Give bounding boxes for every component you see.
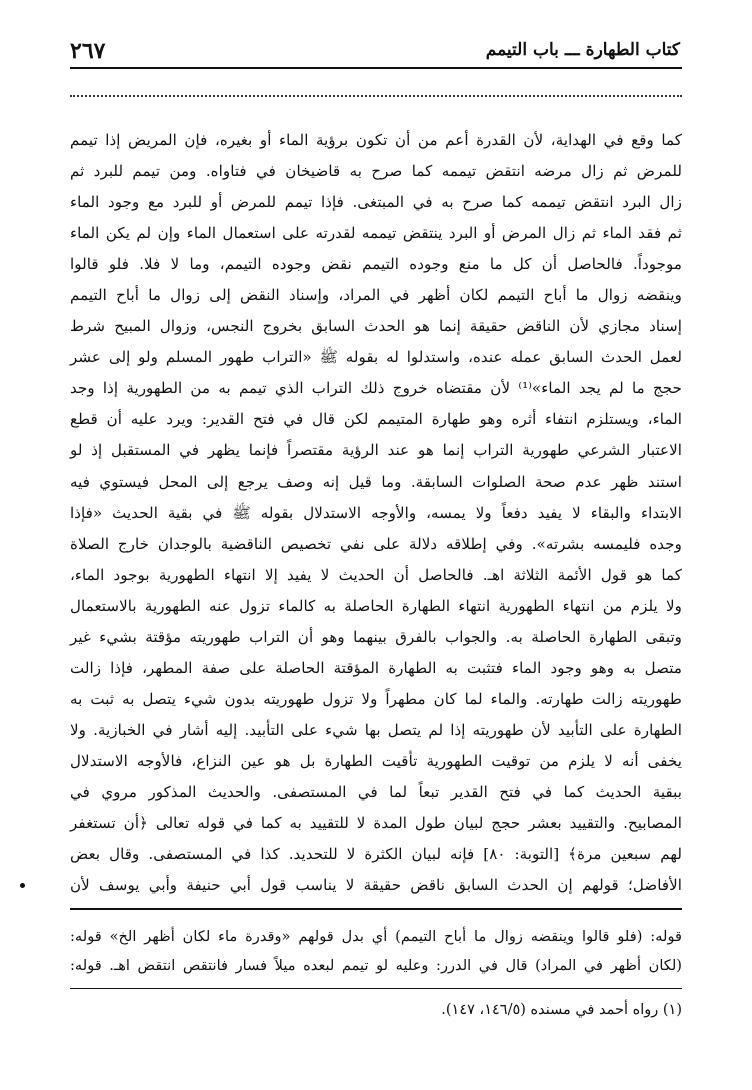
notes-rule [70, 908, 682, 910]
text-line: حجج ما لم يجد الماء»⁽¹⁾ لأن مقتضاه خروج ذلك التراب الذي تيمم به من الطهورية إذا وجد [70, 379, 682, 398]
running-title: كتاب الطهارة ـــ باب التيمم [485, 40, 680, 60]
footnote: (١) رواه أحمد في مسنده (١٤٦/٥، ١٤٧). [441, 1002, 682, 1018]
text-line: وجده فليمسه بشرته». وفي إطلاقه دلالة على نفي تخصيص الناقضية بالوجدان خارج الصلاة [70, 534, 682, 553]
main-text [70, 125, 682, 901]
text-line: لهم سبعين مرة﴾ [التوبة: ٨٠] فإنه لبيان الكثرة لا للتحديد. كذا في المستصفى. وقال بعض [70, 845, 682, 864]
text-line: استند ظهر عدم صحة الصلوات السابقة. وما قيل إنه وصف يرجع إلى المحل فيستوي فيه [70, 472, 682, 491]
marginal-gloss [70, 922, 682, 980]
text-line: كما وقع في الهداية، لأن القدرة أعم من أن تكون برؤية الماء أو بغيره، فإن المريض إذا تيمم [70, 131, 682, 149]
text-line: الماء، ويستلزم انتفاء أثره وهو طهارة المتيمم لكن قال في فتح القدير: ويرد عليه أن قطع [70, 410, 682, 429]
page-number: ٢٦٧ [70, 38, 106, 64]
page-header [70, 38, 680, 68]
text-line: الاعتبار الشرعي طهورية التراب إنما هو عند الرؤية مقتصراً فإنما يظهر في المستقبل إذ لو [70, 441, 682, 460]
text-line: المصابيح. والتقييد بعشر حجج لبيان طول المدة لا للتقييد به كما في قوله تعالى ﴿أن تستغفر [70, 814, 682, 833]
margin-dot [20, 883, 25, 888]
text-line: إسناد مجازي لأن الناقض حقيقة إنما هو الحدث السابق بخروج النجس، وزوال المبيح شرط [70, 317, 682, 336]
text-line: وتبقى الطهارة الحاصلة به. والجواب بالفرق بينهما وهو أن التراب طهوريته مؤقتة بشيء غير [70, 627, 682, 646]
footnote-rule [70, 988, 682, 989]
header-rule [70, 67, 682, 69]
text-line: متصل به وهو وجود الماء فتثبت به الطهارة المؤقتة الحاصلة على صفة المطهر، فإذا زالت [70, 658, 682, 677]
text-line: ثم فقد الماء ثم زال المرض أو البرد ينتقض تيممه لقدرته على استعمال الماء وإن لم يكن الماء [70, 224, 682, 243]
gloss-line: (لكان أظهر في المراد) قال في الدرر: وعليه لو تيمم لبعده ميلاً فسار فانتقص انتقض اهـ. قوله: [70, 957, 682, 974]
text-line: الأفاضل؛ قولهم إن الحدث السابق ناقض حقيقة لا يناسب قول أبي حنيفة وأبي يوسف لأن [70, 876, 682, 895]
dotted-separator [70, 95, 682, 97]
text-line: لعمل الحدث السابق عمله عنده، واستدلوا له بقوله ﷺ «التراب طهور المسلم ولو إلى عشر [70, 348, 682, 367]
text-line: وينقضه زوال ما أباح التيمم لكان أظهر في المراد، وإسناد النقض إلى زوال ما أباح التيمم [70, 286, 682, 305]
gloss-line: قوله: (فلو قالوا وينقضه زوال ما أباح التيمم) أي بدل قولهم «وقدرة ماء لكان أظهر الخ» قوله: [70, 928, 682, 945]
text-line: ببقية الحديث كما في فتح القدير تبعاً لما في المستصفى. والحديث المذكور مروي في [70, 782, 682, 801]
text-line: طهوريته زالت طهارته. والماء لما كان مطهراً ولا تزول طهوريته بدون شيء يتصل به ثبت به [70, 689, 682, 708]
text-line: للمرض ثم زال مرضه انتقض تيممه كما صرح به قاضيخان في فتاواه. ومن تيمم للبرد ثم [70, 162, 682, 181]
text-line: ولا يلزم من انتهاء الطهورية انتهاء الطهارة الحاصلة به كالماء تزول عنه الطهورية بالاستعمال [70, 596, 682, 615]
text-line: موجوداً. فالحاصل أن كل ما منع وجوده التيمم نقض وجوده التيمم، وما لا فلا. فلو قالوا [70, 255, 682, 274]
text-line: كما هو قول الأئمة الثلاثة اهـ. فالحاصل أن الحديث لا يفيد إلا انتهاء الطهورية بوجود الماء، [70, 565, 682, 584]
text-line: يخفى أنه لا يلزم من توقيت الطهورية تأقيت الطهارة بل هو عين النزاع، فالأوجه الاستدلال [70, 751, 682, 770]
text-line: الابتداء والبقاء لا يفيد دفعاً ولا يمسه، والأوجه الاستدلال بقوله ﷺ في بقية الحديث «فإذا [70, 503, 682, 522]
text-line: الطهارة على التأبيد لأن طهوريته إذا لم يتصل بها شيء على التأبيد. إليه أشار في الخبازية. ولا [70, 720, 682, 739]
text-line: زال البرد انتقض تيممه كما صرح به في المبتغى. فإذا تيمم للمرض أو للبرد مع وجود الماء [70, 193, 682, 212]
